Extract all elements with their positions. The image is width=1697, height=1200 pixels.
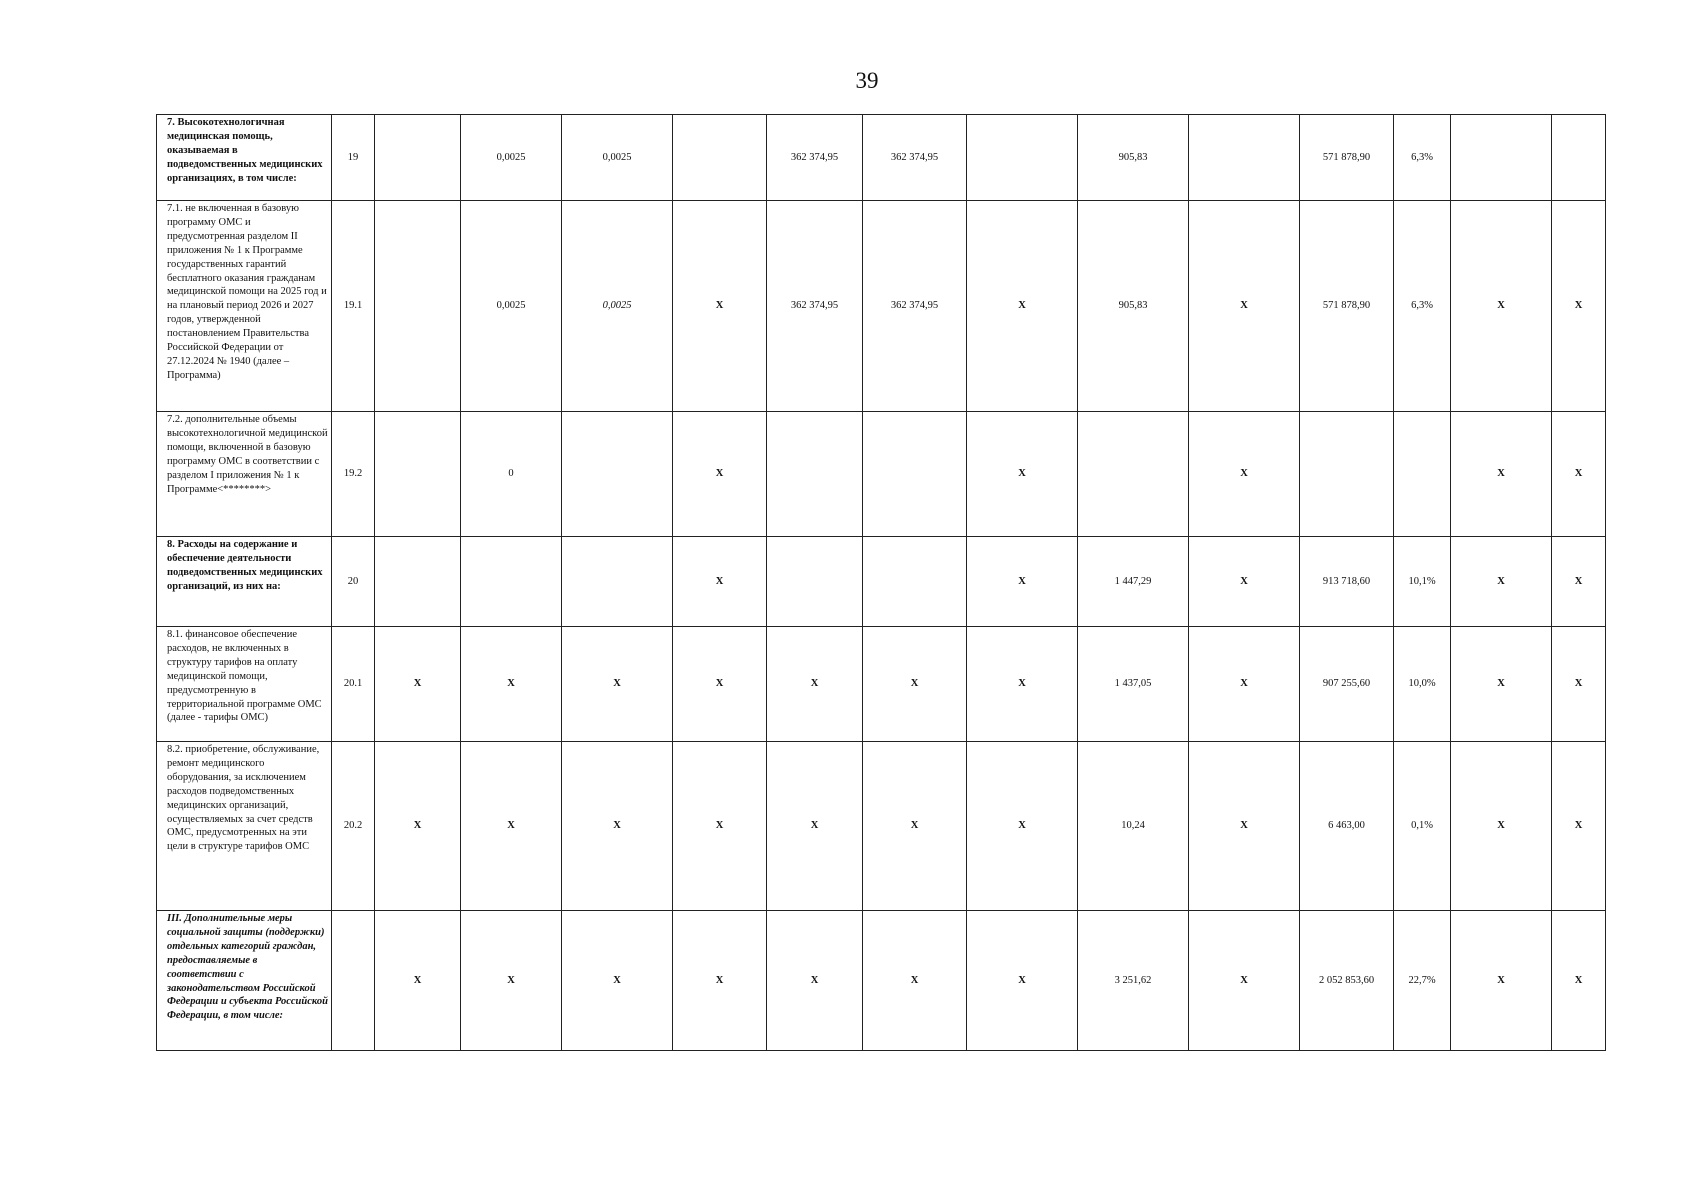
not-applicable-mark: X [1451, 627, 1552, 742]
value-cell: 0,0025 [562, 201, 673, 412]
row-code [332, 911, 375, 1051]
not-applicable-mark: X [461, 742, 562, 911]
not-applicable-mark: X [767, 742, 863, 911]
not-applicable-mark: X [1451, 412, 1552, 537]
not-applicable-mark: X [967, 537, 1078, 627]
value-cell [562, 412, 673, 537]
not-applicable-mark: X [1552, 742, 1606, 911]
value-cell [1078, 412, 1189, 537]
value-cell: 571 878,90 [1300, 201, 1394, 412]
row-description: 8.2. приобретение, обслуживание, ремонт медицинского оборудования, за исключением расходов подведомственных медицинских организаций, осуществляемых за счет средств ОМС, предусмотренных на эти цели в структуре тарифов ОМС [157, 742, 332, 911]
value-cell: 2 052 853,60 [1300, 911, 1394, 1051]
value-cell: 22,7% [1394, 911, 1451, 1051]
value-cell [673, 115, 767, 201]
not-applicable-mark: X [562, 627, 673, 742]
not-applicable-mark: X [673, 537, 767, 627]
not-applicable-mark: X [673, 627, 767, 742]
value-cell: 10,0% [1394, 627, 1451, 742]
value-cell [1451, 115, 1552, 201]
value-cell: 6,3% [1394, 115, 1451, 201]
table-row [157, 537, 1606, 627]
not-applicable-mark: X [1189, 911, 1300, 1051]
not-applicable-mark: X [673, 742, 767, 911]
table-row [157, 201, 1606, 412]
value-cell [767, 537, 863, 627]
not-applicable-mark: X [1451, 742, 1552, 911]
row-code: 20.2 [332, 742, 375, 911]
row-code: 20.1 [332, 627, 375, 742]
not-applicable-mark: X [673, 412, 767, 537]
value-cell: 1 437,05 [1078, 627, 1189, 742]
value-cell: 571 878,90 [1300, 115, 1394, 201]
not-applicable-mark: X [767, 627, 863, 742]
value-cell: 907 255,60 [1300, 627, 1394, 742]
value-cell [863, 412, 967, 537]
table-row [157, 115, 1606, 201]
not-applicable-mark: X [375, 911, 461, 1051]
not-applicable-mark: X [863, 627, 967, 742]
not-applicable-mark: X [1552, 627, 1606, 742]
not-applicable-mark: X [1189, 201, 1300, 412]
not-applicable-mark: X [461, 627, 562, 742]
value-cell: 3 251,62 [1078, 911, 1189, 1051]
not-applicable-mark: X [1189, 412, 1300, 537]
not-applicable-mark: X [375, 627, 461, 742]
page-number: 39 [855, 68, 879, 93]
not-applicable-mark: X [967, 742, 1078, 911]
value-cell: 0,0025 [562, 115, 673, 201]
not-applicable-mark: X [1451, 911, 1552, 1051]
not-applicable-mark: X [375, 742, 461, 911]
not-applicable-mark: X [1189, 742, 1300, 911]
not-applicable-mark: X [967, 911, 1078, 1051]
value-cell [1189, 115, 1300, 201]
not-applicable-mark: X [967, 201, 1078, 412]
value-cell [767, 412, 863, 537]
value-cell: 362 374,95 [767, 201, 863, 412]
row-code: 19 [332, 115, 375, 201]
value-cell [562, 537, 673, 627]
not-applicable-mark: X [1451, 537, 1552, 627]
row-description: 8.1. финансовое обеспечение расходов, не включенных в структуру тарифов на оплату медицинской помощи, предусмотренную в территориальной программе ОМС (далее - тарифы ОМС) [157, 627, 332, 742]
row-description: 7.1. не включенная в базовую программу ОМС и предусмотренная разделом II приложения № 1 к Программе государственных гарантий бесплатного оказания гражданам медицинской помощи на 2025 год и на плановый период 2026 и 2027 годов, утвержденной постановлением Правительства Российской Федерации от 27.12.2024 № 1940 (далее – Программа) [157, 201, 332, 412]
value-cell: 362 374,95 [863, 115, 967, 201]
value-cell [1394, 412, 1451, 537]
row-description: 8. Расходы на содержание и обеспечение деятельности подведомственных медицинских организаций, из них на: [157, 537, 332, 627]
row-description: 7. Высокотехнологичная медицинская помощь, оказываемая в подведомственных медицинских организациях, в том числе: [157, 115, 332, 201]
value-cell [863, 537, 967, 627]
row-code: 20 [332, 537, 375, 627]
value-cell [375, 201, 461, 412]
not-applicable-mark: X [1451, 201, 1552, 412]
value-cell [1552, 115, 1606, 201]
value-cell [375, 537, 461, 627]
value-cell: 0,0025 [461, 201, 562, 412]
value-cell [1300, 412, 1394, 537]
value-cell: 913 718,60 [1300, 537, 1394, 627]
value-cell [967, 115, 1078, 201]
not-applicable-mark: X [1189, 537, 1300, 627]
financing-table [156, 114, 1606, 1051]
table-row [157, 627, 1606, 742]
not-applicable-mark: X [562, 742, 673, 911]
not-applicable-mark: X [1552, 911, 1606, 1051]
value-cell: 905,83 [1078, 201, 1189, 412]
value-cell: 362 374,95 [863, 201, 967, 412]
table-row [157, 911, 1606, 1051]
value-cell: 0,0025 [461, 115, 562, 201]
not-applicable-mark: X [461, 911, 562, 1051]
not-applicable-mark: X [767, 911, 863, 1051]
not-applicable-mark: X [562, 911, 673, 1051]
not-applicable-mark: X [863, 742, 967, 911]
table-row [157, 412, 1606, 537]
value-cell [461, 537, 562, 627]
value-cell [375, 412, 461, 537]
not-applicable-mark: X [1552, 412, 1606, 537]
value-cell: 0 [461, 412, 562, 537]
not-applicable-mark: X [673, 201, 767, 412]
not-applicable-mark: X [967, 412, 1078, 537]
table-row [157, 742, 1606, 911]
not-applicable-mark: X [1552, 537, 1606, 627]
value-cell [375, 115, 461, 201]
not-applicable-mark: X [673, 911, 767, 1051]
value-cell: 6,3% [1394, 201, 1451, 412]
value-cell: 6 463,00 [1300, 742, 1394, 911]
value-cell: 10,24 [1078, 742, 1189, 911]
value-cell: 10,1% [1394, 537, 1451, 627]
not-applicable-mark: X [863, 911, 967, 1051]
row-description: III. Дополнительные меры социальной защиты (поддержки) отдельных категорий граждан, предоставляемые в соответствии с законодательством Российской Федерации и субъекта Российской Федерации, в том числе: [157, 911, 332, 1051]
value-cell: 905,83 [1078, 115, 1189, 201]
value-cell: 0,1% [1394, 742, 1451, 911]
value-cell: 1 447,29 [1078, 537, 1189, 627]
not-applicable-mark: X [967, 627, 1078, 742]
not-applicable-mark: X [1189, 627, 1300, 742]
value-cell: 362 374,95 [767, 115, 863, 201]
row-description: 7.2. дополнительные объемы высокотехнологичной медицинской помощи, включенной в базовую программу ОМС в соответствии с разделом I приложения № 1 к Программе<********> [157, 412, 332, 537]
row-code: 19.1 [332, 201, 375, 412]
row-code: 19.2 [332, 412, 375, 537]
not-applicable-mark: X [1552, 201, 1606, 412]
